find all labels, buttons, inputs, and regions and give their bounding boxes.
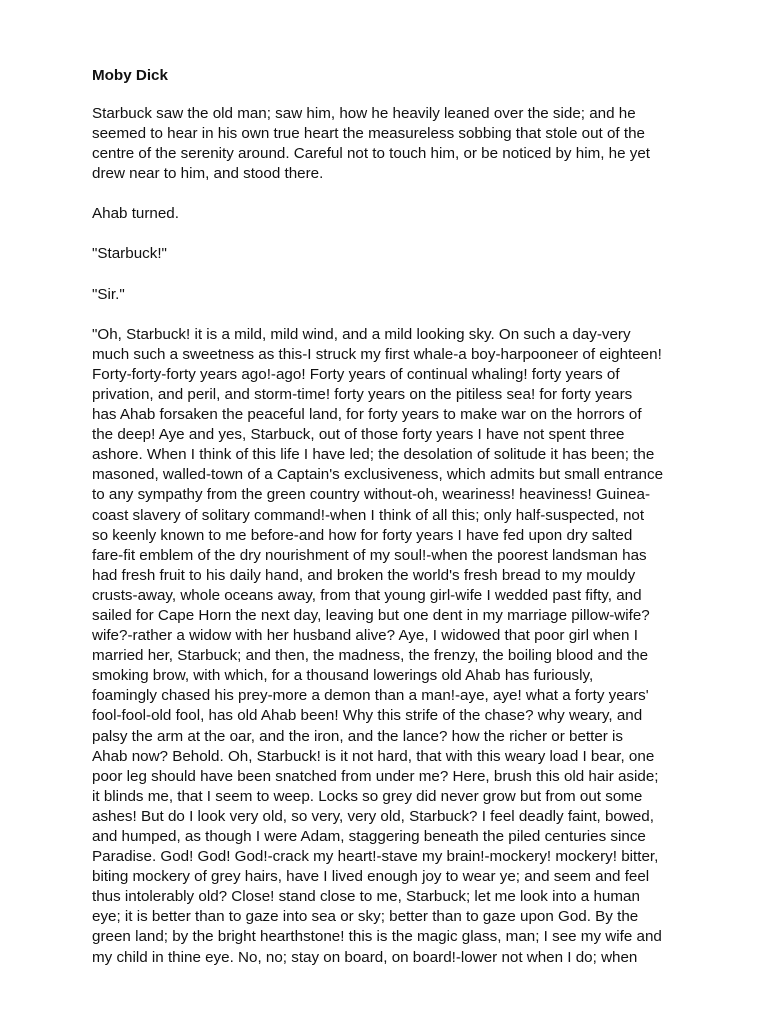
paragraph-sir-reply: "Sir."	[92, 285, 125, 303]
paragraph-ahab-speech: "Oh, Starbuck! it is a mild, mild wind, and a mild looking sky. On such a day-very much such a sweetness as this-I struck my first whale-a boy-harpooneer of eighteen! Forty-forty-forty years ago!-ago! Forty years of continual whaling! forty years of privation, and peril, and storm-time! forty years on the pitiless sea! for forty years has Ahab forsaken the peaceful land, for forty years to make war on the horrors of the deep! Aye and yes, Starbuck, out of those forty years I have not spent three ashore. When I think of this life I have led; the desolation of solitude it has been; the masoned, walled-town of a Captain's exclusiveness, which admits but small entrance to any sympathy from the green country without-oh, weariness! heaviness! Guinea- coast slavery of solitary command!-when I think of all this; only half-suspected, not so keenly known to me before-and how for forty years I have fed upon dry salted fare-fit emblem of the dry nourishment of my soul!-when the poorest landsman has had fresh fruit to his daily hand, and broken the world's fresh bread to my mouldy crusts-away, whole oceans away, from that young girl-wife I wedded past fifty, and sailed for Cape Horn the next day, leaving but one dent in my marriage pillow-wife? wife?-rather a widow with her husband alive? Aye, I widowed that poor girl when I married her, Starbuck; and then, the madness, the frenzy, the boiling blood and the smoking brow, with which, for a thousand lowerings old Ahab has furiously, foamingly chased his prey-more a demon than a man!-aye, aye! what a forty years' fool-fool-old fool, has old Ahab been! Why this strife of the chase? why weary, and palsy the arm at the oar, and the iron, and the lance? how the richer or better is Ahab now? Behold. Oh, Starbuck! is it not hard, that with this weary load I bear, one poor leg should have been snatched from under me? Here, brush this old hair aside; it blinds me, that I seem to weep. Locks so grey did never grow but from out some ashes! But do I look very old, so very, very old, Starbuck? I feel deadly faint, bowed, and humped, as though I were Adam, staggering beneath the piled centuries since Paradise. God! God! God!-crack my heart!-stave my brain!-mockery! mockery! bitter, biting mockery of grey hairs, have I lived enough joy to wear ye; and seem and feel thus intolerably old? Close! stand close to me, Starbuck; let me look into a human eye; it is better than to gaze into sea or sky; better than to gaze upon God. By the green land; by the bright hearthstone! this is the magic glass, man; I see my wife and my child in thine eye. No, no; stay on board, on board!-lower not when I do; when	[92, 325, 664, 966]
paragraph-ahab-turned: Ahab turned.	[92, 205, 179, 223]
document-title: Moby Dick	[92, 67, 168, 84]
paragraph-starbuck-call: "Starbuck!"	[92, 245, 167, 263]
paragraph-narration: Starbuck saw the old man; saw him, how he heavily leaned over the side; and he seemed to hear in his own true heart the measureless sobbing that stole out of the centre of the serenity around. Careful not to touch him, or be noticed by him, he yet drew near to him, and stood there.	[92, 105, 651, 183]
